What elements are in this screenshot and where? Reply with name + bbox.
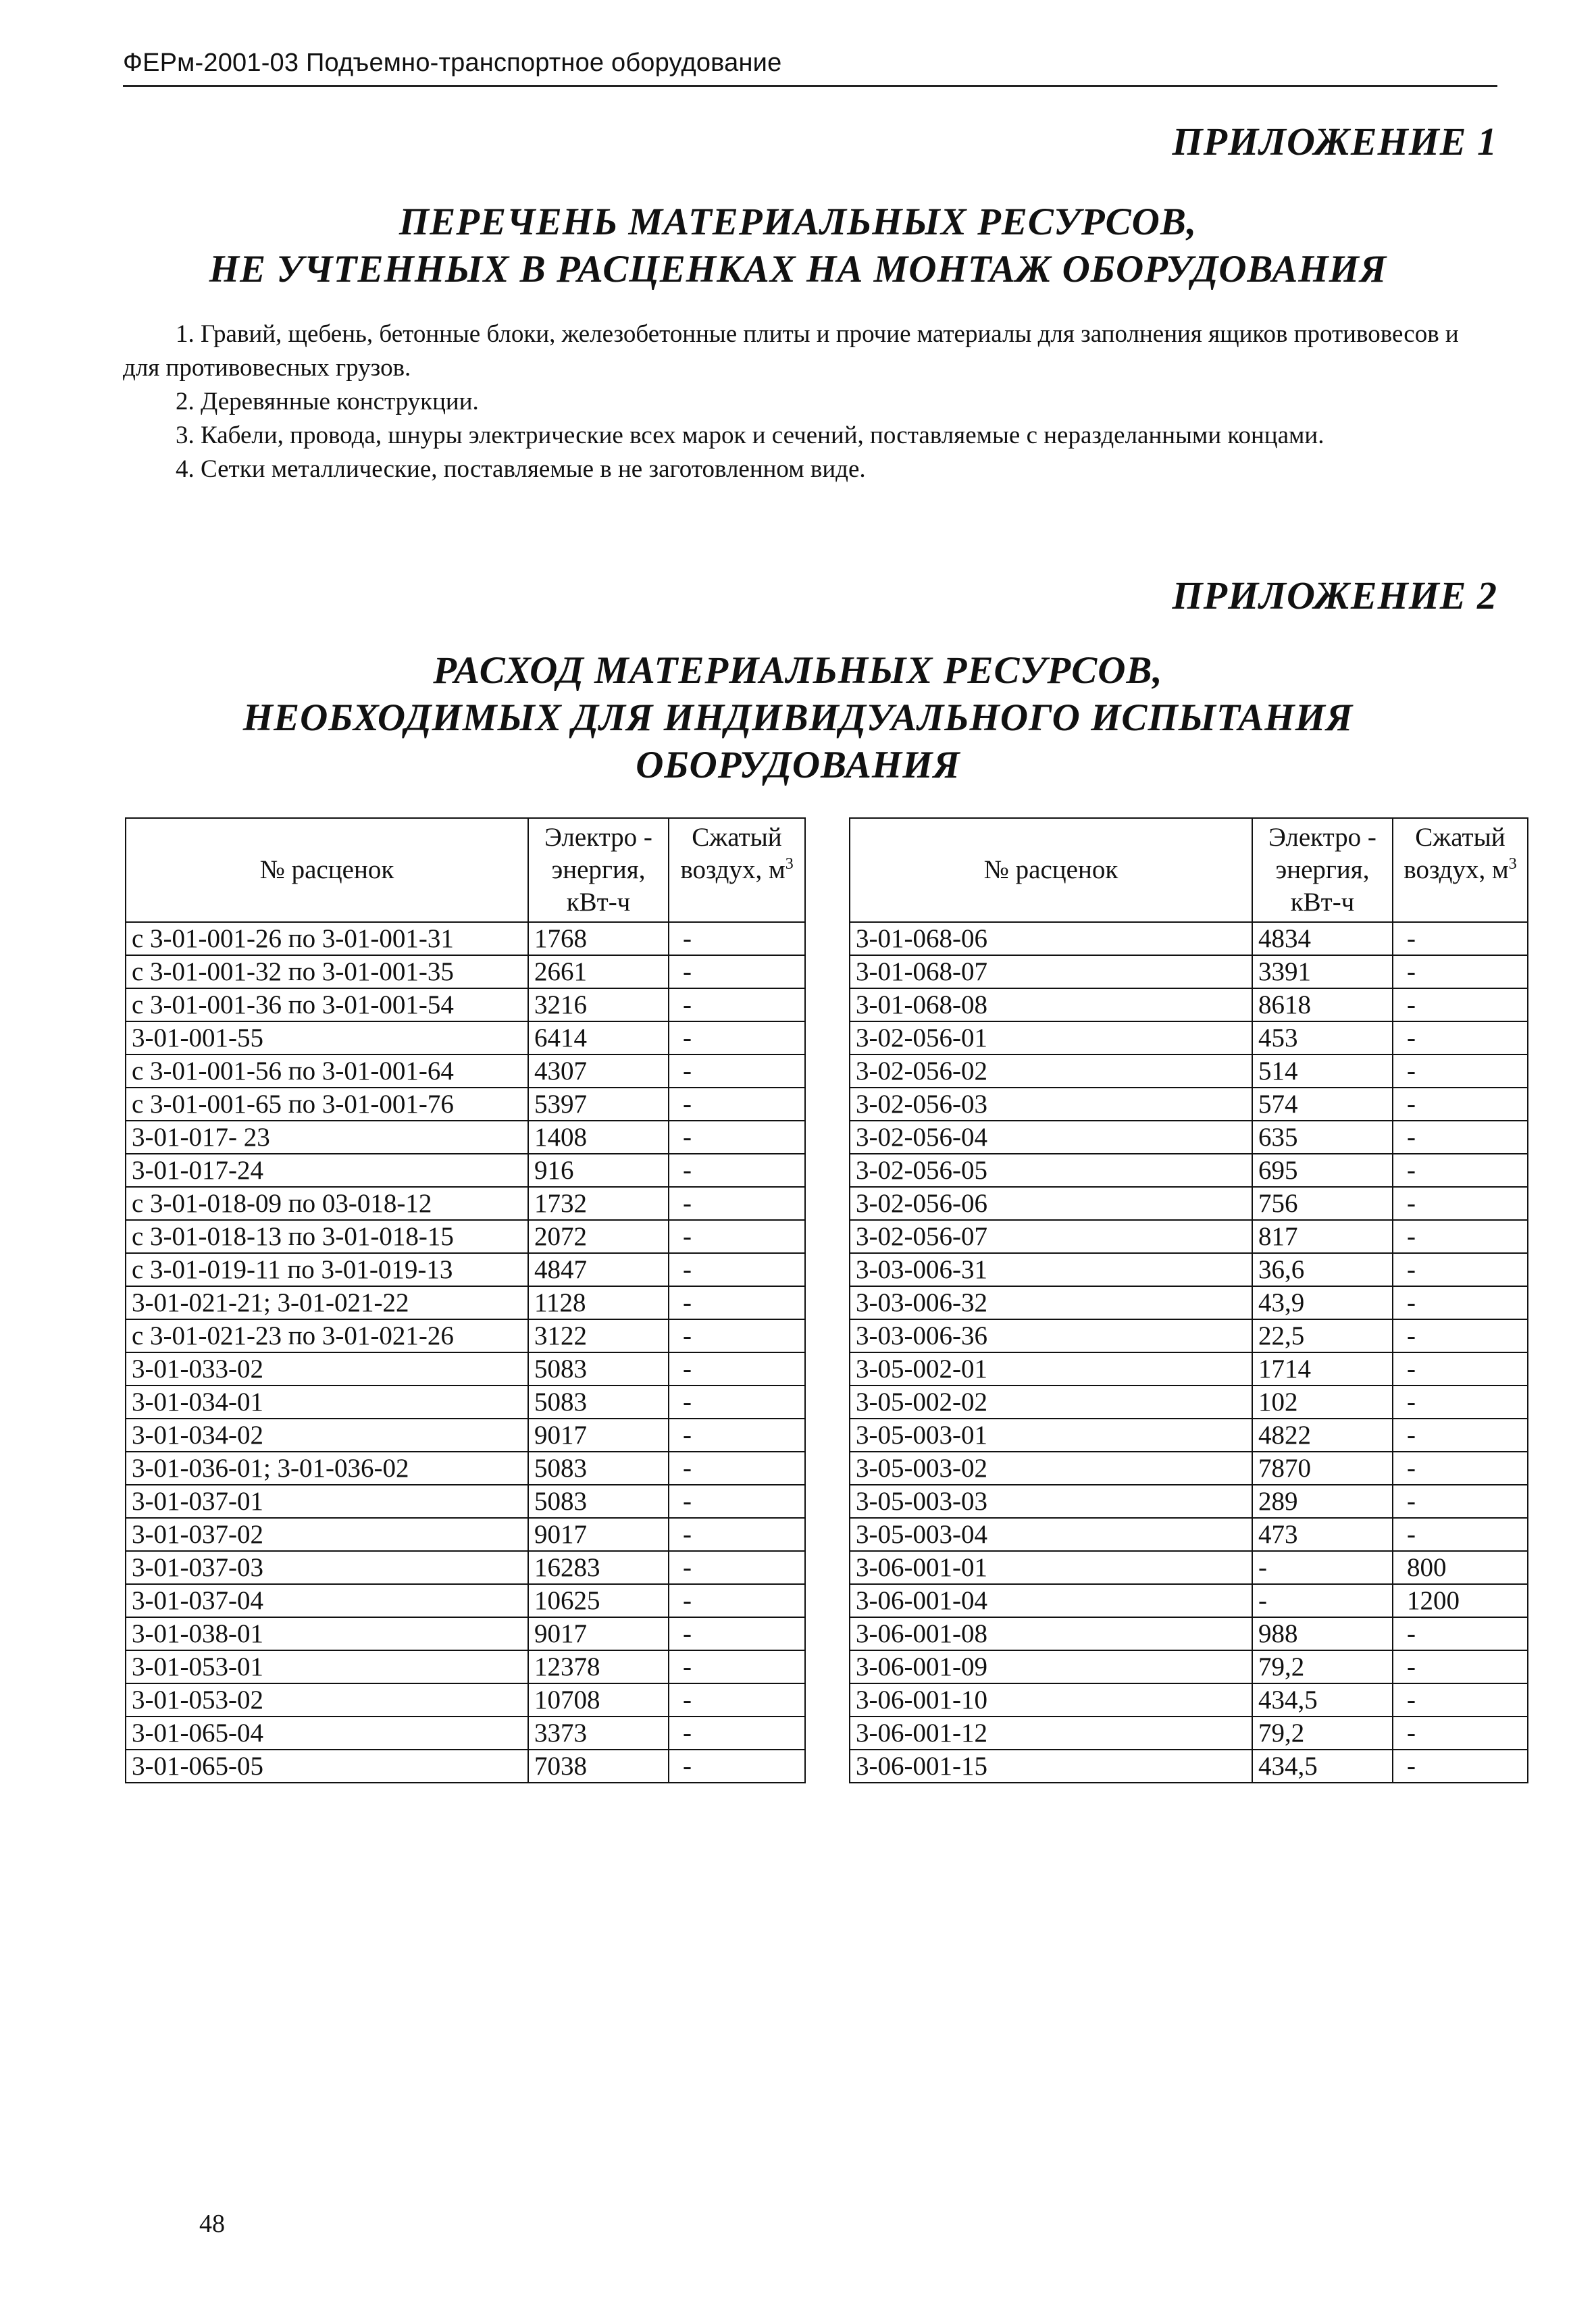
table-row bbox=[126, 1750, 805, 1783]
air-cell: - bbox=[669, 1518, 805, 1551]
header-air-superscript: 3 bbox=[785, 855, 794, 873]
rate-number-cell: 3-06-001-08 bbox=[850, 1617, 1252, 1650]
electricity-cell: 102 bbox=[1252, 1386, 1393, 1419]
electricity-cell: 43,9 bbox=[1252, 1286, 1393, 1319]
air-cell: - bbox=[669, 1319, 805, 1352]
rate-number-cell: с 3-01-001-56 по 3-01-001-64 bbox=[126, 1054, 528, 1088]
electricity-cell: 756 bbox=[1252, 1187, 1393, 1220]
electricity-cell: 916 bbox=[528, 1154, 669, 1187]
air-cell: - bbox=[669, 1617, 805, 1650]
electricity-cell: 22,5 bbox=[1252, 1319, 1393, 1352]
air-cell: - bbox=[1393, 1419, 1528, 1452]
electricity-cell: 4307 bbox=[528, 1054, 669, 1088]
list-item: 3. Кабели, провода, шнуры электрические всех марок и сечений, поставляемые с неразделанными концами. bbox=[176, 422, 1324, 449]
rate-number-cell: с 3-01-018-13 по 3-01-018-15 bbox=[126, 1220, 528, 1253]
header-air-unit: воздух, м bbox=[1404, 855, 1509, 884]
air-cell: - bbox=[669, 1220, 805, 1253]
rate-number-cell: 3-02-056-01 bbox=[850, 1021, 1252, 1054]
electricity-cell: 5083 bbox=[528, 1485, 669, 1518]
table-row bbox=[850, 1253, 1528, 1286]
rate-number-cell: с 3-01-001-65 по 3-01-001-76 bbox=[126, 1088, 528, 1121]
electricity-cell: 1408 bbox=[528, 1121, 669, 1154]
table-row bbox=[850, 1154, 1528, 1187]
air-cell: - bbox=[1393, 1485, 1528, 1518]
table-row bbox=[850, 988, 1528, 1021]
rate-number-cell: с 3-01-018-09 по 03-018-12 bbox=[126, 1187, 528, 1220]
electricity-cell: 3391 bbox=[1252, 955, 1393, 988]
electricity-cell: 1128 bbox=[528, 1286, 669, 1319]
electricity-cell: 514 bbox=[1252, 1054, 1393, 1088]
air-cell: - bbox=[669, 1419, 805, 1452]
electricity-cell: 1768 bbox=[528, 922, 669, 955]
rate-number-cell: 3-01-036-01; 3-01-036-02 bbox=[126, 1452, 528, 1485]
electricity-cell: 12378 bbox=[528, 1650, 669, 1683]
air-cell: 1200 bbox=[1393, 1584, 1528, 1617]
air-cell: - bbox=[669, 1352, 805, 1386]
electricity-cell: 453 bbox=[1252, 1021, 1393, 1054]
table-row bbox=[126, 1054, 805, 1088]
air-cell: - bbox=[669, 1551, 805, 1584]
rate-number-cell: 3-06-001-15 bbox=[850, 1750, 1252, 1783]
electricity-cell: 5083 bbox=[528, 1452, 669, 1485]
electricity-cell: 3216 bbox=[528, 988, 669, 1021]
rate-number-cell: 3-01-017- 23 bbox=[126, 1121, 528, 1154]
table-row bbox=[126, 1088, 805, 1121]
air-cell: - bbox=[1393, 1054, 1528, 1088]
air-cell: - bbox=[669, 1088, 805, 1121]
header-electricity-line: Электро - bbox=[544, 823, 652, 852]
table-row bbox=[126, 1220, 805, 1253]
table-row bbox=[850, 1419, 1528, 1452]
header-electricity-line: энергия, bbox=[551, 855, 646, 884]
electricity-cell: 2072 bbox=[528, 1220, 669, 1253]
table-row bbox=[126, 1319, 805, 1352]
air-cell: - bbox=[669, 1650, 805, 1683]
air-cell: - bbox=[1393, 1154, 1528, 1187]
header-electricity bbox=[528, 818, 669, 922]
air-cell: - bbox=[669, 988, 805, 1021]
rate-number-cell: 3-06-001-09 bbox=[850, 1650, 1252, 1683]
air-cell: - bbox=[1393, 1683, 1528, 1717]
page-number: 48 bbox=[199, 2210, 225, 2238]
table-row bbox=[850, 1121, 1528, 1154]
header-rate-number: № расценок bbox=[126, 818, 528, 922]
header-electricity-line: кВт-ч bbox=[1290, 888, 1355, 917]
air-cell: - bbox=[669, 1187, 805, 1220]
appendix-1-title-line-1: ПЕРЕЧЕНЬ МАТЕРИАЛЬНЫХ РЕСУРСОВ, bbox=[398, 201, 1198, 243]
electricity-cell: 473 bbox=[1252, 1518, 1393, 1551]
table-row bbox=[126, 1683, 805, 1717]
rate-number-cell: 3-01-034-02 bbox=[126, 1419, 528, 1452]
rate-number-cell: 3-06-001-12 bbox=[850, 1717, 1252, 1750]
rate-number-cell: 3-02-056-02 bbox=[850, 1054, 1252, 1088]
electricity-cell: 9017 bbox=[528, 1617, 669, 1650]
rate-number-cell: 3-01-001-55 bbox=[126, 1021, 528, 1054]
document-header: ФЕРм-2001-03 Подъемно-транспортное оборудование bbox=[123, 49, 782, 77]
list-item: 1. Гравий, щебень, бетонные блоки, железобетонные плиты и прочие материалы для заполнения ящиков противовесов и для противовесных грузов. bbox=[123, 320, 1459, 382]
header-compressed-air bbox=[669, 818, 805, 922]
header-air-unit: воздух, м bbox=[680, 855, 786, 884]
table-row bbox=[126, 1650, 805, 1683]
header-electricity bbox=[1252, 818, 1393, 922]
air-cell: - bbox=[669, 1286, 805, 1319]
table-row bbox=[850, 1452, 1528, 1485]
rate-number-cell: 3-02-056-05 bbox=[850, 1154, 1252, 1187]
rate-number-cell: 3-01-068-08 bbox=[850, 988, 1252, 1021]
electricity-cell: 434,5 bbox=[1252, 1750, 1393, 1783]
header-compressed-air bbox=[1393, 818, 1528, 922]
air-cell: - bbox=[1393, 988, 1528, 1021]
air-cell: - bbox=[1393, 1386, 1528, 1419]
air-cell: - bbox=[669, 1253, 805, 1286]
air-cell: - bbox=[669, 1054, 805, 1088]
table-row bbox=[126, 955, 805, 988]
table-row bbox=[126, 1121, 805, 1154]
rate-number-cell: 3-06-001-01 bbox=[850, 1551, 1252, 1584]
electricity-cell: 4822 bbox=[1252, 1419, 1393, 1452]
electricity-cell: 3122 bbox=[528, 1319, 669, 1352]
rate-number-cell: 3-01-053-02 bbox=[126, 1683, 528, 1717]
air-cell: - bbox=[669, 1750, 805, 1783]
left-consumption-table bbox=[125, 817, 806, 1783]
rate-number-cell: 3-05-003-04 bbox=[850, 1518, 1252, 1551]
table-row bbox=[126, 988, 805, 1021]
air-cell: - bbox=[1393, 1319, 1528, 1352]
air-cell: - bbox=[1393, 1187, 1528, 1220]
header-electricity-line: энергия, bbox=[1275, 855, 1370, 884]
electricity-cell: 695 bbox=[1252, 1154, 1393, 1187]
table-row bbox=[126, 1286, 805, 1319]
table-row bbox=[850, 1518, 1528, 1551]
electricity-cell: 6414 bbox=[528, 1021, 669, 1054]
air-cell: - bbox=[669, 1021, 805, 1054]
table-row bbox=[850, 1485, 1528, 1518]
header-electricity-line: кВт-ч bbox=[566, 888, 631, 917]
table-row bbox=[850, 1286, 1528, 1319]
air-cell: - bbox=[1393, 1253, 1528, 1286]
materials-list bbox=[123, 317, 1497, 486]
air-cell: 800 bbox=[1393, 1551, 1528, 1584]
appendix-2-title-line-2: НЕОБХОДИМЫХ ДЛЯ ИНДИВИДУАЛЬНОГО ИСПЫТАНИЯ ОБОРУДОВАНИЯ bbox=[242, 696, 1354, 786]
rate-number-cell: с 3-01-001-36 по 3-01-001-54 bbox=[126, 988, 528, 1021]
table-row bbox=[850, 1650, 1528, 1683]
table-row bbox=[850, 1551, 1528, 1584]
rate-number-cell: 3-06-001-10 bbox=[850, 1683, 1252, 1717]
electricity-cell: 1714 bbox=[1252, 1352, 1393, 1386]
electricity-cell: - bbox=[1252, 1551, 1393, 1584]
air-cell: - bbox=[669, 1154, 805, 1187]
air-cell: - bbox=[1393, 1452, 1528, 1485]
right-consumption-table bbox=[849, 817, 1528, 1783]
electricity-cell: 1732 bbox=[528, 1187, 669, 1220]
table-row bbox=[126, 1419, 805, 1452]
table-row bbox=[126, 1518, 805, 1551]
header-air-line: Сжатый bbox=[692, 823, 782, 852]
table-row bbox=[850, 1021, 1528, 1054]
header-rate-number: № расценок bbox=[850, 818, 1252, 922]
rate-number-cell: 3-05-003-03 bbox=[850, 1485, 1252, 1518]
rate-number-cell: 3-05-002-02 bbox=[850, 1386, 1252, 1419]
air-cell: - bbox=[1393, 1088, 1528, 1121]
header-air-line bbox=[1396, 854, 1524, 886]
electricity-cell: 2661 bbox=[528, 955, 669, 988]
electricity-cell: 8618 bbox=[1252, 988, 1393, 1021]
header-rule bbox=[123, 85, 1497, 87]
electricity-cell: 9017 bbox=[528, 1518, 669, 1551]
table-header-row bbox=[850, 818, 1528, 922]
table-row bbox=[850, 1352, 1528, 1386]
table-row bbox=[126, 1187, 805, 1220]
table-row bbox=[850, 955, 1528, 988]
electricity-cell: 5397 bbox=[528, 1088, 669, 1121]
table-row bbox=[126, 1452, 805, 1485]
table-row bbox=[850, 1584, 1528, 1617]
electricity-cell: 574 bbox=[1252, 1088, 1393, 1121]
table-row bbox=[126, 1386, 805, 1419]
rate-number-cell: 3-05-002-01 bbox=[850, 1352, 1252, 1386]
rate-number-cell: 3-05-003-02 bbox=[850, 1452, 1252, 1485]
table-row bbox=[850, 1319, 1528, 1352]
rate-number-cell: 3-01-037-01 bbox=[126, 1485, 528, 1518]
electricity-cell: 3373 bbox=[528, 1717, 669, 1750]
electricity-cell: 10708 bbox=[528, 1683, 669, 1717]
air-cell: - bbox=[1393, 1650, 1528, 1683]
electricity-cell: 16283 bbox=[528, 1551, 669, 1584]
electricity-cell: 4834 bbox=[1252, 922, 1393, 955]
air-cell: - bbox=[669, 1717, 805, 1750]
electricity-cell: 434,5 bbox=[1252, 1683, 1393, 1717]
table-header-row bbox=[126, 818, 805, 922]
rate-number-cell: 3-03-006-36 bbox=[850, 1319, 1252, 1352]
electricity-cell: 7038 bbox=[528, 1750, 669, 1783]
table-row bbox=[850, 1054, 1528, 1088]
header-air-line: Сжатый bbox=[1415, 823, 1505, 852]
electricity-cell: 817 bbox=[1252, 1220, 1393, 1253]
air-cell: - bbox=[1393, 922, 1528, 955]
electricity-cell: 10625 bbox=[528, 1584, 669, 1617]
air-cell: - bbox=[669, 1683, 805, 1717]
electricity-cell: 36,6 bbox=[1252, 1253, 1393, 1286]
appendix-2-title-line-1: РАСХОД МАТЕРИАЛЬНЫХ РЕСУРСОВ, bbox=[433, 649, 1163, 692]
table-row bbox=[126, 1154, 805, 1187]
list-item: 2. Деревянные конструкции. bbox=[176, 388, 479, 415]
air-cell: - bbox=[669, 955, 805, 988]
electricity-cell: 5083 bbox=[528, 1352, 669, 1386]
table-row bbox=[126, 1584, 805, 1617]
air-cell: - bbox=[1393, 1286, 1528, 1319]
air-cell: - bbox=[669, 1452, 805, 1485]
table-row bbox=[126, 1253, 805, 1286]
electricity-cell: 79,2 bbox=[1252, 1650, 1393, 1683]
appendix-2-title bbox=[101, 647, 1495, 789]
air-cell: - bbox=[1393, 1121, 1528, 1154]
table-row bbox=[126, 1352, 805, 1386]
rate-number-cell: 3-01-038-01 bbox=[126, 1617, 528, 1650]
table-row bbox=[126, 1551, 805, 1584]
rate-number-cell: 3-01-037-04 bbox=[126, 1584, 528, 1617]
rate-number-cell: 3-02-056-07 bbox=[850, 1220, 1252, 1253]
appendix-2-label: ПРИЛОЖЕНИЕ 2 bbox=[1172, 574, 1497, 617]
electricity-cell: 7870 bbox=[1252, 1452, 1393, 1485]
rate-number-cell: 3-05-003-01 bbox=[850, 1419, 1252, 1452]
rate-number-cell: 3-01-068-06 bbox=[850, 922, 1252, 955]
rate-number-cell: 3-01-037-03 bbox=[126, 1551, 528, 1584]
electricity-cell: 5083 bbox=[528, 1386, 669, 1419]
rate-number-cell: 3-01-068-07 bbox=[850, 955, 1252, 988]
rate-number-cell: 3-06-001-04 bbox=[850, 1584, 1252, 1617]
rate-number-cell: с 3-01-001-32 по 3-01-001-35 bbox=[126, 955, 528, 988]
table-row bbox=[126, 1717, 805, 1750]
air-cell: - bbox=[669, 1485, 805, 1518]
list-item: 4. Сетки металлические, поставляемые в не заготовленном виде. bbox=[176, 455, 866, 483]
air-cell: - bbox=[669, 1584, 805, 1617]
air-cell: - bbox=[669, 922, 805, 955]
appendix-1-title bbox=[101, 199, 1495, 293]
table-row bbox=[850, 1717, 1528, 1750]
table-row bbox=[850, 1683, 1528, 1717]
rate-number-cell: 3-01-033-02 bbox=[126, 1352, 528, 1386]
header-electricity-line: Электро - bbox=[1268, 823, 1376, 852]
rate-number-cell: 3-03-006-31 bbox=[850, 1253, 1252, 1286]
rate-number-cell: 3-01-053-01 bbox=[126, 1650, 528, 1683]
rate-number-cell: 3-01-065-04 bbox=[126, 1717, 528, 1750]
air-cell: - bbox=[1393, 1352, 1528, 1386]
table-row bbox=[850, 1220, 1528, 1253]
electricity-cell: 79,2 bbox=[1252, 1717, 1393, 1750]
air-cell: - bbox=[1393, 1021, 1528, 1054]
electricity-cell: 289 bbox=[1252, 1485, 1393, 1518]
rate-number-cell: 3-01-037-02 bbox=[126, 1518, 528, 1551]
rate-number-cell: 3-02-056-04 bbox=[850, 1121, 1252, 1154]
table-row bbox=[126, 1485, 805, 1518]
rate-number-cell: с 3-01-021-23 по 3-01-021-26 bbox=[126, 1319, 528, 1352]
air-cell: - bbox=[1393, 955, 1528, 988]
table-row bbox=[850, 1617, 1528, 1650]
rate-number-cell: 3-01-065-05 bbox=[126, 1750, 528, 1783]
air-cell: - bbox=[1393, 1617, 1528, 1650]
air-cell: - bbox=[1393, 1518, 1528, 1551]
rate-number-cell: 3-01-017-24 bbox=[126, 1154, 528, 1187]
table-row bbox=[850, 1187, 1528, 1220]
rate-number-cell: 3-02-056-03 bbox=[850, 1088, 1252, 1121]
electricity-cell: 988 bbox=[1252, 1617, 1393, 1650]
rate-number-cell: с 3-01-001-26 по 3-01-001-31 bbox=[126, 922, 528, 955]
table-row bbox=[850, 1386, 1528, 1419]
rate-number-cell: с 3-01-019-11 по 3-01-019-13 bbox=[126, 1253, 528, 1286]
table-row bbox=[126, 1021, 805, 1054]
rate-number-cell: 3-02-056-06 bbox=[850, 1187, 1252, 1220]
air-cell: - bbox=[1393, 1220, 1528, 1253]
table-row bbox=[850, 1750, 1528, 1783]
rate-number-cell: 3-01-034-01 bbox=[126, 1386, 528, 1419]
air-cell: - bbox=[669, 1121, 805, 1154]
electricity-cell: - bbox=[1252, 1584, 1393, 1617]
table-row bbox=[126, 1617, 805, 1650]
electricity-cell: 635 bbox=[1252, 1121, 1393, 1154]
air-cell: - bbox=[1393, 1750, 1528, 1783]
table-row bbox=[850, 1088, 1528, 1121]
air-cell: - bbox=[1393, 1717, 1528, 1750]
rate-number-cell: 3-03-006-32 bbox=[850, 1286, 1252, 1319]
electricity-cell: 4847 bbox=[528, 1253, 669, 1286]
appendix-1-label: ПРИЛОЖЕНИЕ 1 bbox=[1172, 120, 1497, 163]
appendix-1-title-line-2: НЕ УЧТЕННЫХ В РАСЦЕНКАХ НА МОНТАЖ ОБОРУДОВАНИЯ bbox=[209, 248, 1387, 290]
electricity-cell: 9017 bbox=[528, 1419, 669, 1452]
header-air-superscript: 3 bbox=[1508, 855, 1517, 873]
header-air-line bbox=[672, 854, 802, 886]
table-row bbox=[126, 922, 805, 955]
air-cell: - bbox=[669, 1386, 805, 1419]
table-row bbox=[850, 922, 1528, 955]
rate-number-cell: 3-01-021-21; 3-01-021-22 bbox=[126, 1286, 528, 1319]
